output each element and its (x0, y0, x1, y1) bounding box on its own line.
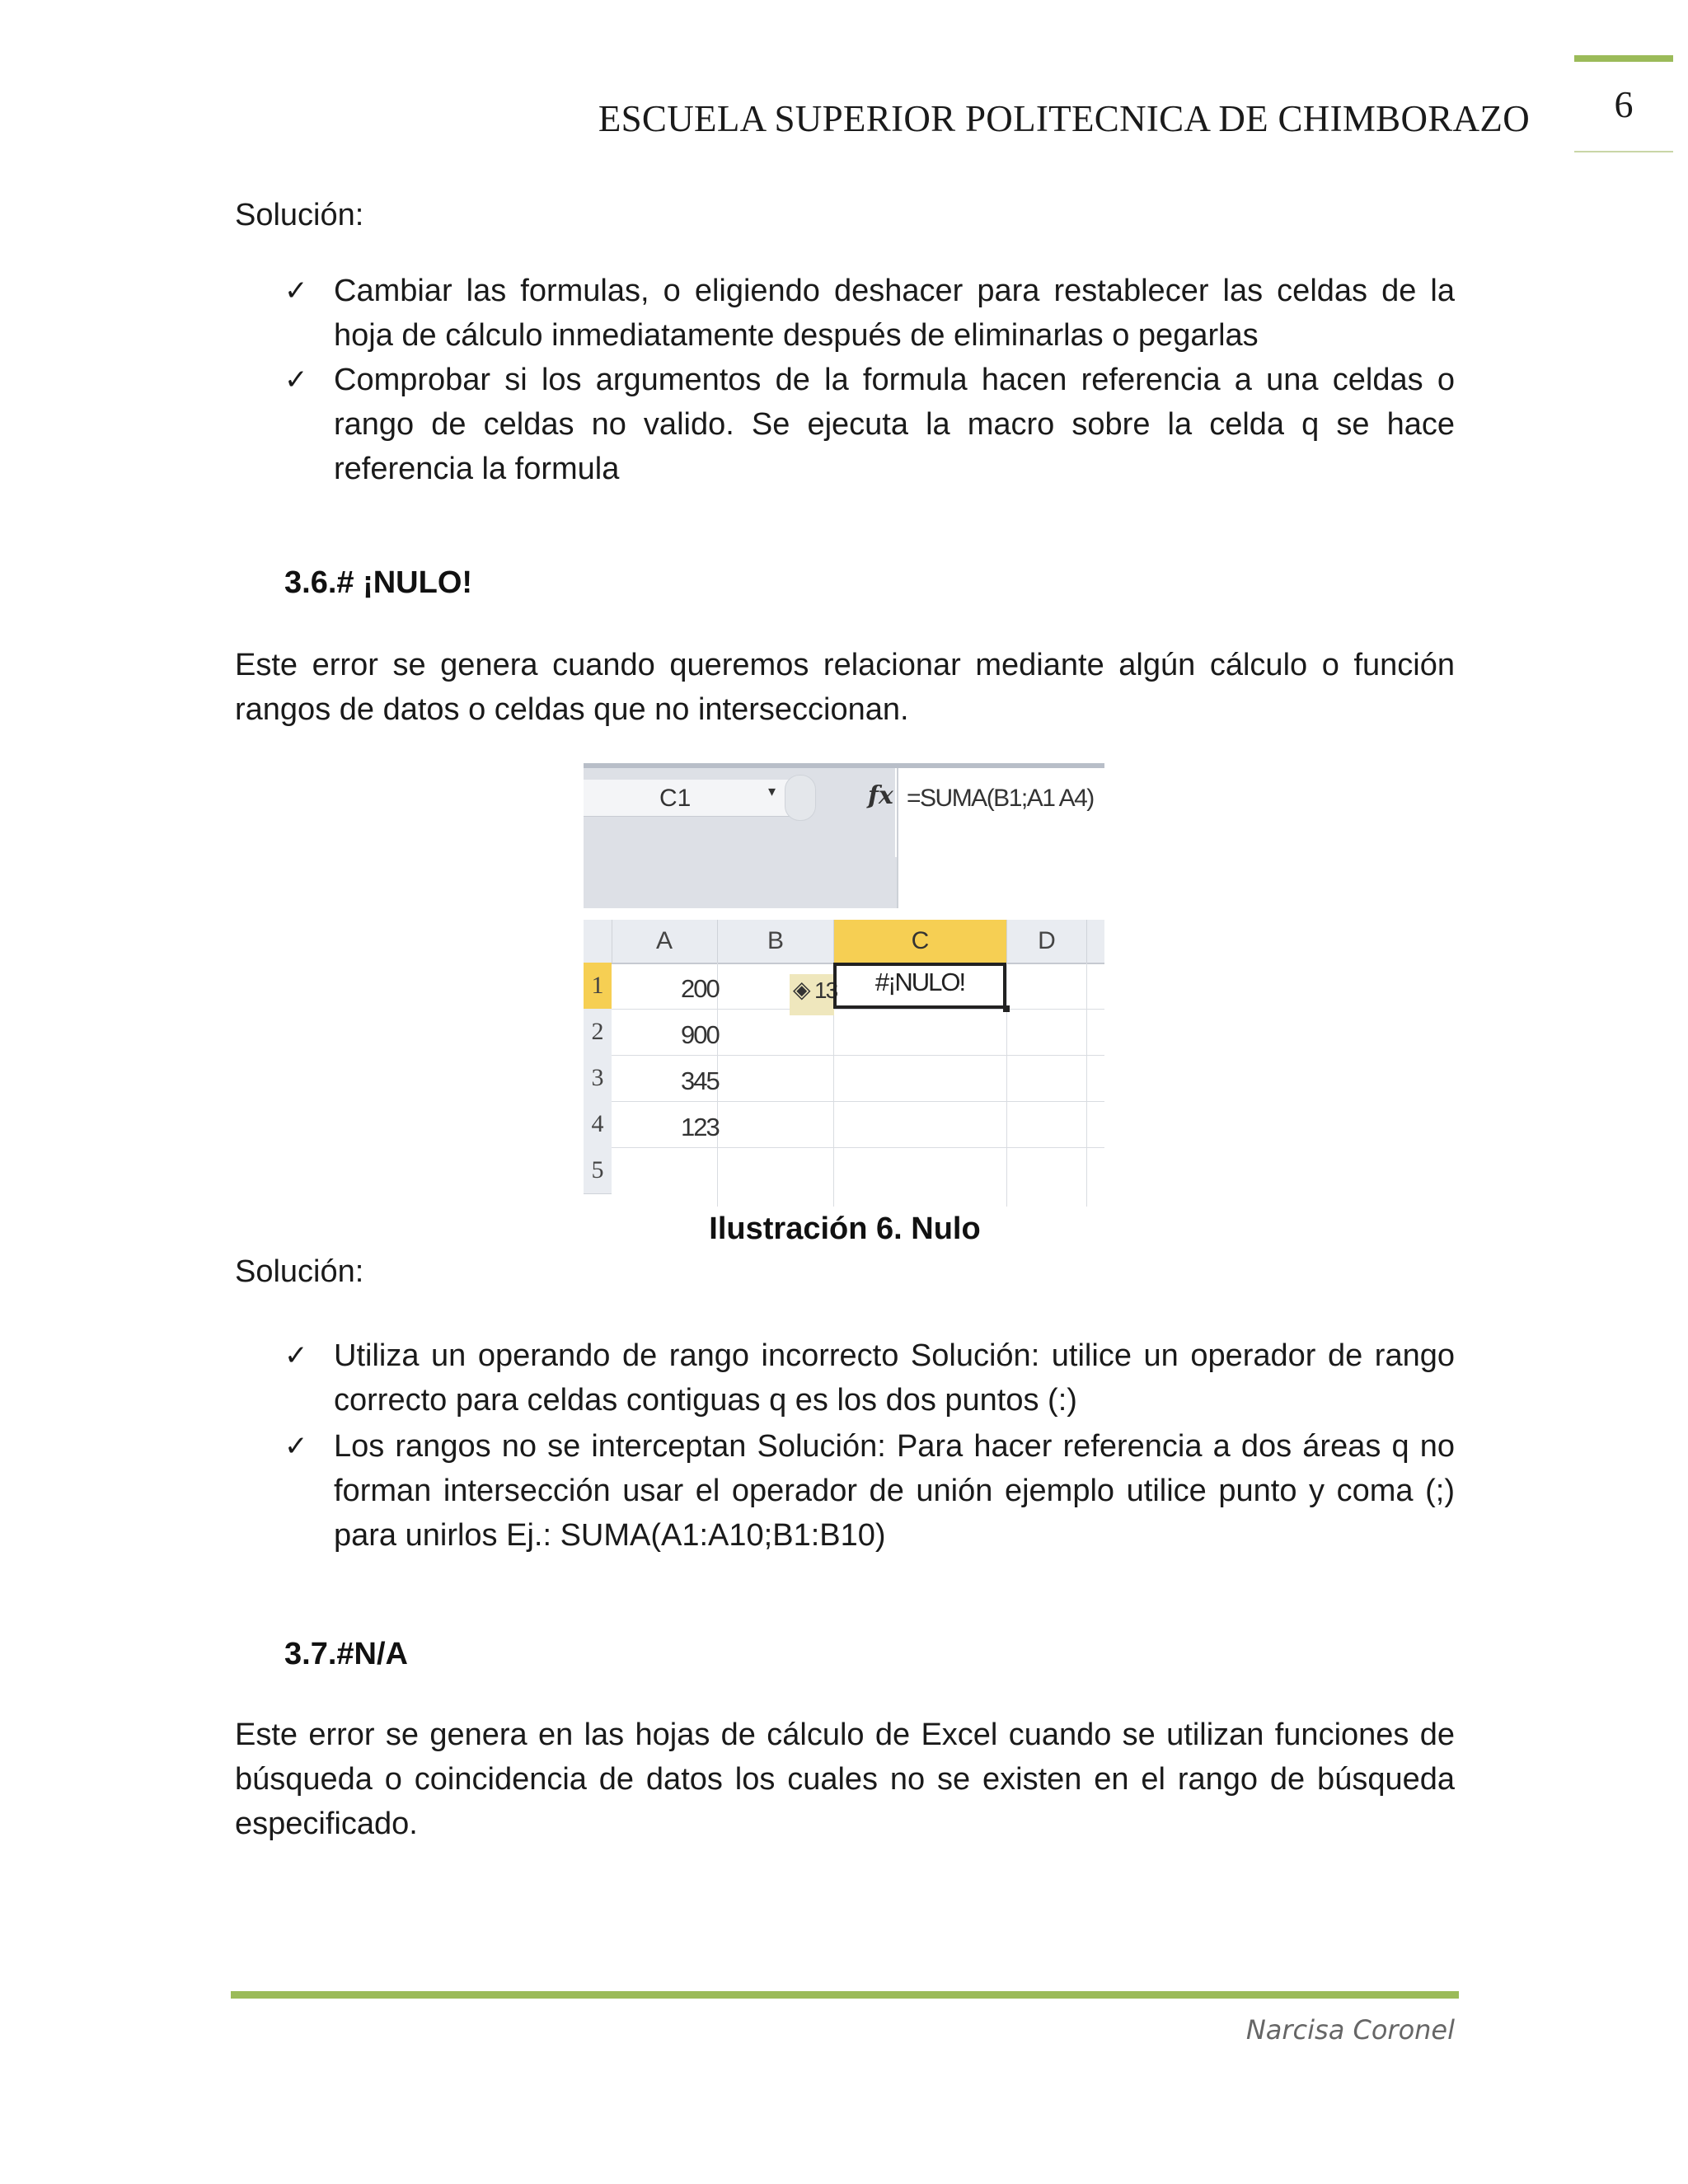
toolbar-band (584, 857, 897, 908)
row-header-1: 1 (584, 963, 612, 1010)
bullet-text: Comprobar si los argumentos de la formula hacen referencia a una celdas o rango de celdas no valido. Se ejecuta la macro sobre la celda q se hace referencia la formula (334, 363, 1455, 486)
column-header-d: D (1007, 920, 1087, 963)
column-header-c: C (834, 920, 1007, 963)
grid-line (1086, 963, 1087, 1207)
column-header-a: A (612, 920, 718, 963)
formula-text: =SUMA(B1;A1 A4) (907, 785, 1094, 812)
grid-line (612, 1055, 1104, 1056)
checkmark-icon: ✓ (284, 1339, 308, 1372)
excel-screenshot-figure (584, 763, 1104, 1207)
footer-accent-line (231, 1991, 1459, 1999)
fill-handle (1003, 1005, 1010, 1012)
section-heading-nulo: 3.6.# ¡NULO! (284, 565, 473, 600)
grid-line (612, 1101, 1104, 1102)
cell-b1: 13 (814, 977, 837, 1003)
solution-label-1: Solución: (235, 198, 364, 232)
select-all-corner (584, 920, 612, 963)
bullet-item (284, 269, 1455, 358)
paragraph-na: Este error se genera en las hojas de cálculo de Excel cuando se utilizan funciones de búsqueda o coincidencia de datos los cuales no se existen en el rango de búsqueda especificado. (235, 1718, 1455, 1841)
bullet-item (284, 358, 1455, 491)
bullet-item (284, 1424, 1455, 1561)
checkmark-icon: ✓ (284, 363, 308, 396)
paragraph-nulo: Este error se genera cuando queremos relacionar mediante algún cálculo o función rangos de datos o celdas que no interseccionan. (235, 648, 1455, 727)
grid-line (1006, 963, 1007, 1207)
cell-a4: 123 (681, 1113, 719, 1141)
checkmark-icon: ✓ (284, 274, 308, 307)
checkmark-icon: ✓ (284, 1430, 308, 1463)
formula-divider-handle (785, 775, 816, 821)
row-header-2: 2 (584, 1009, 612, 1056)
grid-line (612, 1009, 1104, 1010)
name-box-value: C1 (659, 785, 692, 812)
chevron-down-icon: ▾ (768, 783, 776, 800)
bullet-item (284, 1333, 1455, 1424)
section-heading-na: 3.7.#N/A (284, 1637, 408, 1671)
cell-a2: 900 (681, 1020, 719, 1049)
bullet-text: Cambiar las formulas, o eligiendo deshacer para restablecer las celdas de la hoja de cálculo inmediatamente después de eliminarlas o pegarlas (334, 274, 1455, 353)
cell-a1: 200 (681, 974, 719, 1003)
row-header-3: 3 (584, 1055, 612, 1102)
bullet-text: Utiliza un operando de rango incorrecto Solución: utilice un operador de rango correcto para celdas contiguas q es los dos puntos (:) (334, 1338, 1455, 1418)
header-title: ESCUELA SUPERIOR POLITECNICA DE CHIMBORAZO (598, 98, 1530, 139)
page-number: 6 (1614, 83, 1634, 125)
cell-a3: 345 (681, 1066, 719, 1095)
row-header-5: 5 (584, 1147, 612, 1194)
solution-label-2: Solución: (235, 1254, 364, 1289)
footer-author: Narcisa Coronel (1245, 2014, 1455, 2046)
figure-caption: Ilustración 6. Nulo (709, 1212, 981, 1246)
header-accent-bar (1574, 55, 1673, 62)
cell-c1: #¡NULO! (874, 968, 965, 996)
column-header-b: B (718, 920, 834, 963)
bullet-text: Los rangos no se interceptan Solución: Para hacer referencia a dos áreas q no forman intersección usar el operador de unión ejemplo utilice punto y coma (;) para unirlos Ej.: SUMA(A1:A10;B1:B10) (334, 1429, 1455, 1553)
fx-icon: fx (868, 781, 893, 810)
warning-icon: ◈ (793, 976, 811, 1003)
grid-line (612, 1147, 1104, 1148)
page-number-underline (1574, 151, 1673, 152)
row-header-4: 4 (584, 1101, 612, 1148)
